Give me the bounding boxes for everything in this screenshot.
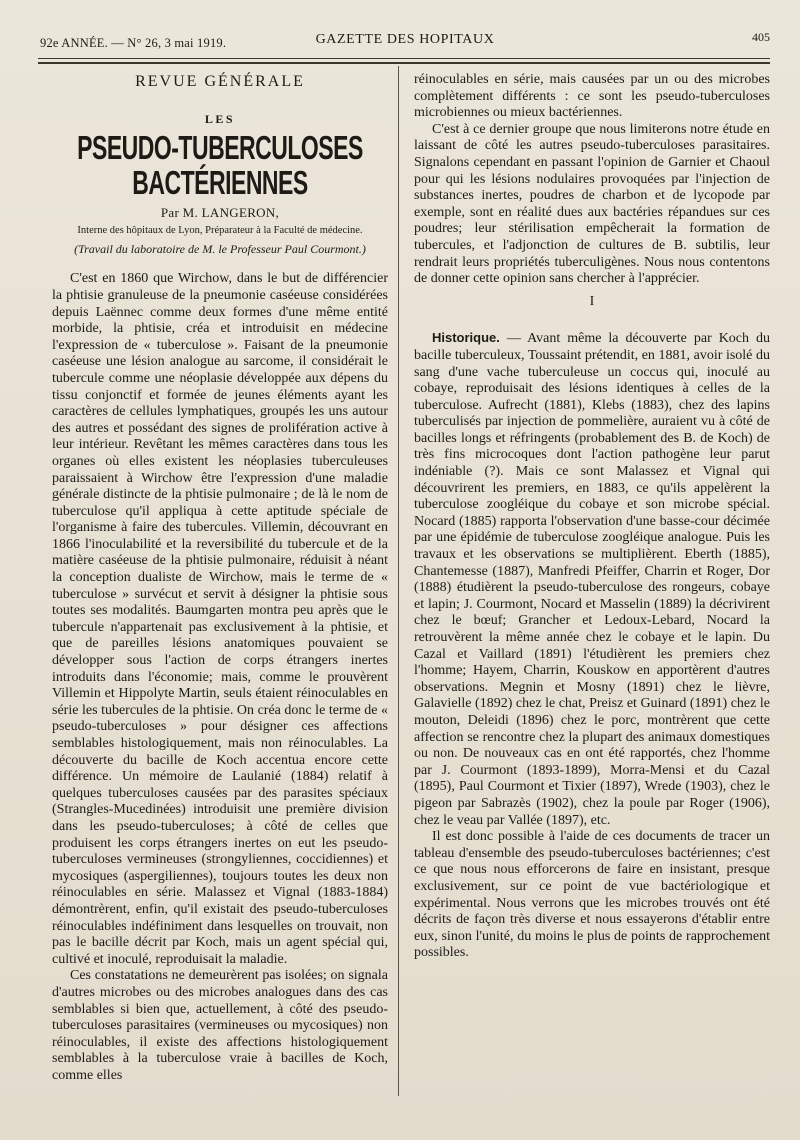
author-line: Par M. LANGERON, — [160, 205, 280, 221]
page-number: 405 — [752, 30, 770, 44]
laboratory-credit: (Travail du laboratoire de M. le Professeur Paul Courmont.) — [74, 241, 366, 256]
paragraph: C'est en 1860 que Wirchow, dans le but de différencier la phtisie granuleuse de la pneumonie caséeuse considérées depuis Laënnec comme deux formes d'une même entité morbide, la phtisie, créa et introduisit en médecine l'expression de « tuberculose ». Faisant de la pneumonie caséeuse une lésion analogue au sarcome, il considérait le tubercule comme une néoplasie développée aux dépens du tissu conjonctif et formée de jeunes éléments ayant les caractères de cellules lymphatiques, groupés les uns autour des autres et possédant des signes de prolifération active à leur intérieur. Revêtant les mêmes caractères dans tous les organes où elles existent les néoplasies tuberculeuses paraissaient à Wirchow être l'expression d'une maladie générale distincte de la phtisie pulmonaire ; de là le nom de tuberculose qu'il appliqua à cette aptitude spéciale de l'organisme à faire des tubercules. Villemin, découvrant en 1866 l'inoculabilité et la reversibilité du tubercule et de la matière caséeuse de la phtisie pulmonaire, réduisit à néant la conception dualiste de Wirchow, mais le terme de « tuberculose » survécut et servit à désigner la phtisie sous toutes ses modalités. Baumgarten montra peu après que le tubercule n'appartenait pas exclusivement à la phtisie, et que de pareilles lésions anatomiques pouvaient se développer sous l'action de corps étrangers inertes introduits dans l'économie; mais, comme le prouvèrent Villemin et Hippolyte Martin, seuls étaient réinoculables en série les tubercules de la phtisie. On créa donc le terme de « pseudo-tuberculoses » pour désigner ces affections semblables histologiquement, mais non réinoculables. La découverte du bacille de Koch accentua encore cette différence. Un mémoire de Laulanié (1884) relatif à quelques tuberculoses causées par des parasites spéciaux (Strangles-Mucedinées) introduisit une première division dans les pseudo-tuberculoses; à côté de celles que produisent les corps étrangers inertes on eut les pseudo-tuberculoses vermineuses (strongyliennes, coccidiennes) et mycosiques (aspergiliennes), toujours toutes les deux non réinoculables en série. Malassez et Vignal (1883-1884) démontrèrent, enfin, qu'il existait des pseudo-tuberculoses réinoculables indéfiniment dans lesquelles on trouvait, non pas le bacille décrit par Koch, mais un agent spécial qui, cultivé et inoculé, reproduisait la maladie. — [52, 271, 388, 967]
issue-line: 92e ANNÉE. — N° 26, 3 mai 1919. — [40, 36, 227, 50]
column-divider — [398, 66, 399, 1096]
paragraph: C'est à ce dernier groupe que nous limiterons notre étude en laissant de côté les autres pseudo-tuberculoses parasitaires. Signalons cependant en passant l'opinion de Garnier et Chaoul pour qui les lésions nodulaires provoquées par l'injection de substances inertes, poudres de charbon et de lycopode par exemple, sont en réalité dues aux bactéries répandues sur ces poudres; leur stérilisation empêcherait la formation de tubercules, et l'adjonction de cultures de B. subtilis, leur rendrait leurs propriétés tuberculigènes. Nous nous contentons de donner cette opinion sans chercher à l'apprécier. — [414, 121, 770, 287]
left-column — [52, 72, 388, 1084]
section-number: I — [589, 293, 595, 309]
running-header — [40, 30, 770, 56]
paragraph-continued: réinoculables en série, mais causées par un ou des microbes complètement différents : ce sont les pseudo-tuberculoses microbiennes ou mieux bactériennes. — [414, 72, 770, 121]
journal-title: GAZETTE DES HOPITAUX — [315, 32, 495, 47]
author-affiliation: Interne des hôpitaux de Lyon, Préparateur à la Faculté de médecine. — [77, 224, 363, 236]
paragraph: Ces constatations ne demeurèrent pas isolées; on signala d'autres microbes ou des microbes analogues dans des cas semblables si bien que, actuellement, à côté des pseudo-tuberculoses parasitaires (vermineuses ou mycosiques) non réinoculables, il existe des affections histologiquement semblables à la tuberculose vraie à bacilles de Koch, comme elles — [52, 968, 388, 1083]
rubric-heading: REVUE GÉNÉRALE — [135, 73, 305, 90]
title-article: LES — [204, 111, 236, 126]
header-rule-thin — [38, 58, 770, 59]
right-column — [414, 72, 770, 962]
header-rule-thick — [38, 62, 770, 64]
paragraph-historique — [414, 330, 770, 829]
section-heading: Historique. — [432, 330, 500, 346]
article-title: PSEUDO-TUBERCULOSES BACTÉRIENNES — [77, 128, 363, 202]
paragraph: Il est donc possible à l'aide de ces documents de tracer un tableau d'ensemble des pseudo-tuberculoses bactériennes; c'est ce que nous nous efforcerons de faire en insistant, presque exclusivement, sur ce point de vue bactériologique et expérimental. Nous verrons que les microbes trouvés ont été décrits de façon très diverse et nous essayerons d'établir entre eux, sinon l'unité, du moins le plus de points de rapprochement possibles. — [414, 829, 770, 961]
paragraph-text: — Avant même la découverte par Koch du bacille tuberculeux, Toussaint prétendit, en 1881, avoir isolé du sang d'une vache tuberculeuse un coccus qui, inoculé au cobaye, reproduisait des lésions identiques à celles de la tuberculose. Aufrecht (1881), Klebs (1883), chez des lapins tuberculisés par injection de pommelière, auraient vu à côté de bacilles longs et réfringents (probablement des B. de Koch) de très fins microcoques dont l'action pathogène leur parut indéniable (?). Mais ce sont Malassez et Vignal qui découvrirent les premiers, en 1883, ce qu'ils appelèrent la tuberculose zoogléique du cobaye et son microbe spécial. Nocard (1885) rapporta l'observation d'une basse-cour décimée par une épidémie de tuberculose zoogléique analogue. Puis les travaux et les observations se multiplièrent. Eberth (1885), Chantemesse (1887), Manfredi Pfeiffer, Charrin et Roger, Dor (1888) étudièrent la pseudo-tuberculose des rongeurs, cobaye et lapin; J. Courmont, Nocard et Masselin (1889) la décrivirent chez le bœuf; Grancher et Ledoux-Lebard, Nocard la retrouvèrent la même année chez le cobaye et le lapin. Du Cazal et Vaillard (1891) l'étudièrent les premiers chez l'homme; Hayem, Charrin, Kouskow en apportèrent d'autres observations. Megnin et Mosny (1891) chez le lièvre, Galavielle (1892) chez le chat, Preisz et Guinard (1891) chez le mouton, Deleidi (1896) chez le porc, montrèrent que cette affection se rencontre chez la plupart des animaux domestiques ou non. De nouveaux cas en ont été rapportés, chez l'homme par J. Courmont (1893-1899), Morra-Mensi et du Cazal (1895), Paul Courmont et Tixier (1897), Wrede (1903), chez le pigeon par Sabrazès (1902), chez la poule par Roger (1906), chez le veau par Vallée (1897), etc. — [414, 331, 770, 828]
